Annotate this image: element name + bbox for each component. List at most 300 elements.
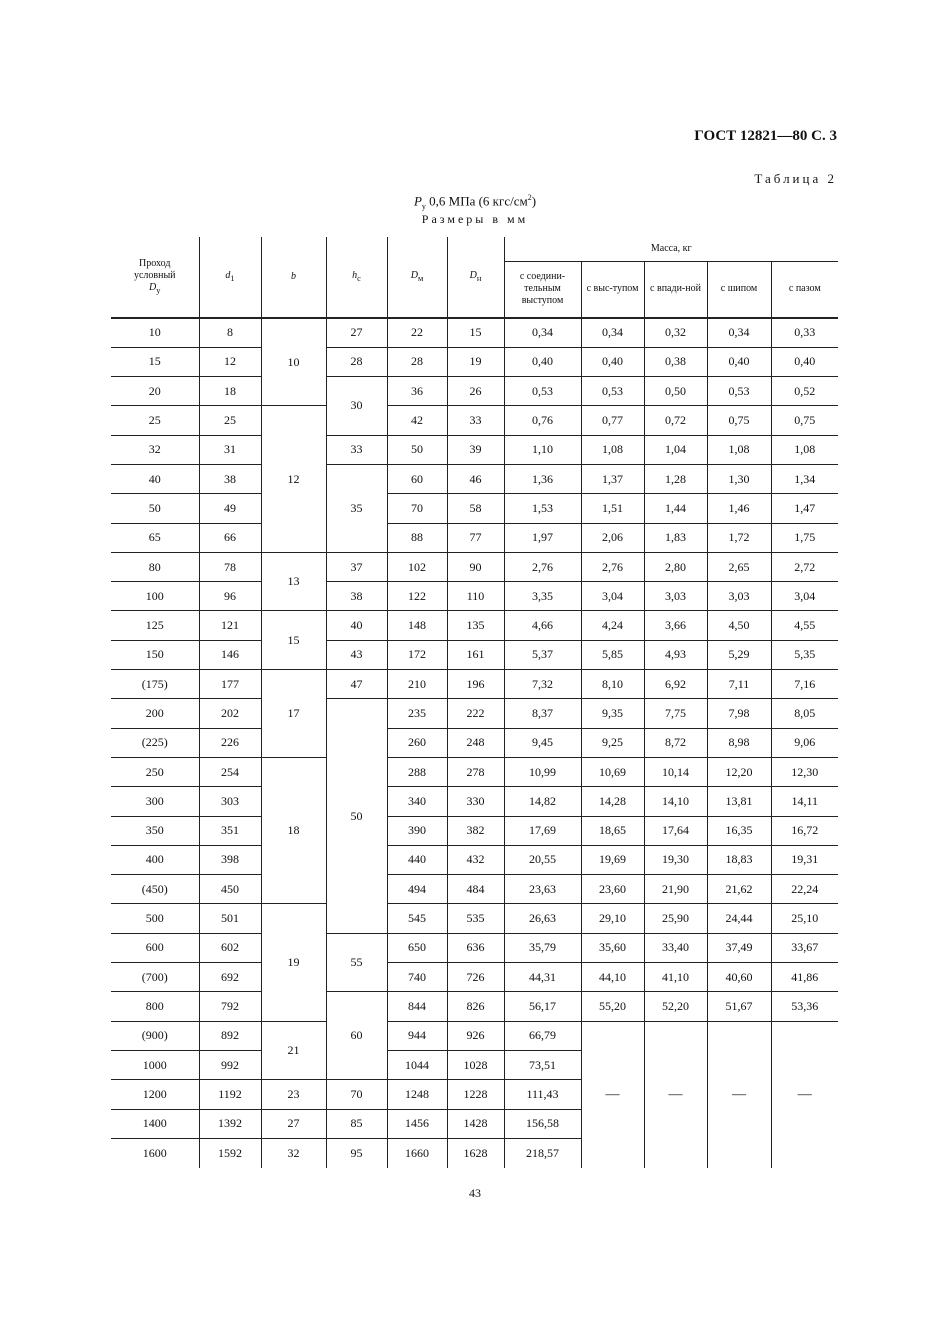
cell-dn-outer: 58 [447,494,504,523]
cell-dm: 235 [387,699,447,728]
cell-dm: 440 [387,845,447,874]
table-row [111,552,838,581]
cell-dn: (900) [111,1021,199,1050]
table-row [111,435,838,464]
cell-m5: 0,75 [771,406,838,435]
cell-dn-outer: 1228 [447,1080,504,1109]
cell-dn-outer: 432 [447,845,504,874]
cell-dm: 36 [387,377,447,406]
cell-m4: 1,46 [707,494,771,523]
cell-dn: 250 [111,757,199,786]
cell-dn: 40 [111,464,199,493]
table-body [111,318,838,1168]
cell-m4: 0,53 [707,377,771,406]
cell-h: 30 [326,377,387,436]
cell-d1: 96 [199,582,261,611]
cell-m3: 33,40 [644,933,707,962]
cell-dn: 1600 [111,1138,199,1167]
cell-m5: 3,04 [771,582,838,611]
cell-dn-outer: 77 [447,523,504,552]
cell-dn: 300 [111,787,199,816]
cell-dm: 740 [387,963,447,992]
cell-m5: 12,30 [771,757,838,786]
cell-dm: 288 [387,757,447,786]
cell-m3: 2,80 [644,552,707,581]
cell-m3: 17,64 [644,816,707,845]
cell-dm: 1248 [387,1080,447,1109]
cell-d1: 450 [199,875,261,904]
cell-m1: 0,40 [504,347,581,376]
cell-m3: 1,04 [644,435,707,464]
cell-dm: 148 [387,611,447,640]
table-row [111,1021,838,1050]
cell-m1: 4,66 [504,611,581,640]
pressure-symbol: P [413,193,422,209]
cell-m2: 1,08 [581,435,644,464]
cell-m3: 19,30 [644,845,707,874]
cell-m5: 0,40 [771,347,838,376]
cell-b: 21 [261,1021,326,1080]
cell-m4: 12,20 [707,757,771,786]
col-dn2-sym: D [469,269,477,281]
col-d1-sub: 1 [230,273,235,283]
cell-dn-outer: 46 [447,464,504,493]
table-row [111,494,838,523]
cell-m1: 111,43 [504,1080,581,1109]
cell-dm: 88 [387,523,447,552]
cell-h: 43 [326,640,387,669]
cell-d1: 25 [199,406,261,435]
cell-d1: 8 [199,318,261,347]
cell-m1: 156,58 [504,1109,581,1138]
cell-m1: 10,99 [504,757,581,786]
cell-m5: 8,05 [771,699,838,728]
cell-m2: 8,10 [581,670,644,699]
cell-m1: 0,34 [504,318,581,347]
table-row [111,640,838,669]
cell-dn: (175) [111,670,199,699]
cell-dm: 340 [387,787,447,816]
cell-m5: 2,72 [771,552,838,581]
table-row [111,728,838,757]
cell-m4: 1,72 [707,523,771,552]
cell-m2: 0,34 [581,318,644,347]
cell-h: 27 [326,318,387,347]
cell-m1: 14,82 [504,787,581,816]
col-header-b [261,237,326,318]
cell-dn: 800 [111,992,199,1021]
table-row [111,933,838,962]
col-header-m2: с выс-тупом [581,261,644,318]
cell-dm: 260 [387,728,447,757]
col-header-mass: Масса, кг [504,237,838,261]
cell-dn: 50 [111,494,199,523]
col-header-m3: с впади-ной [644,261,707,318]
cell-m2: 19,69 [581,845,644,874]
cell-dn-outer: 1428 [447,1109,504,1138]
cell-m2: 1,51 [581,494,644,523]
cell-dn-outer: 161 [447,640,504,669]
cell-m2: 2,06 [581,523,644,552]
cell-m5: 9,06 [771,728,838,757]
cell-m1: 73,51 [504,1050,581,1079]
cell-d1: 1392 [199,1109,261,1138]
cell-d1: 254 [199,757,261,786]
table-row [111,875,838,904]
cell-dm: 494 [387,875,447,904]
cell-m5: 19,31 [771,845,838,874]
cell-m3: 0,38 [644,347,707,376]
cell-m3: 14,10 [644,787,707,816]
cell-m4: 21,62 [707,875,771,904]
col-dm-sub: м [417,273,424,283]
cell-m4: 5,29 [707,640,771,669]
cell-m3: 1,44 [644,494,707,523]
cell-dn-outer: 135 [447,611,504,640]
cell-b: 18 [261,757,326,903]
col-dn-line1: Проход [139,257,171,269]
cell-dn: 1400 [111,1109,199,1138]
cell-m5: 22,24 [771,875,838,904]
cell-h: 28 [326,347,387,376]
cell-m3: 4,93 [644,640,707,669]
cell-m1: 20,55 [504,845,581,874]
col-dn-line2: условный [133,269,176,281]
table-row [111,963,838,992]
cell-dn-outer: 90 [447,552,504,581]
cell-dm: 210 [387,670,447,699]
cell-dm: 1660 [387,1138,447,1167]
cell-m2: 0,53 [581,377,644,406]
cell-dn-outer: 15 [447,318,504,347]
cell-dn-outer: 382 [447,816,504,845]
cell-d1: 38 [199,464,261,493]
cell-m4: 3,03 [707,582,771,611]
cell-b: 15 [261,611,326,670]
cell-h: 70 [326,1080,387,1109]
cell-dn-outer: 826 [447,992,504,1021]
cell-dn: 20 [111,377,199,406]
cell-d1: 66 [199,523,261,552]
cell-dn-outer: 1628 [447,1138,504,1167]
table-row [111,816,838,845]
cell-m1: 0,53 [504,377,581,406]
cell-m1: 1,53 [504,494,581,523]
cell-m2: 2,76 [581,552,644,581]
table-row [111,406,838,435]
table-row [111,904,838,933]
cell-m1: 35,79 [504,933,581,962]
cell-m4: 40,60 [707,963,771,992]
cell-m1: 0,76 [504,406,581,435]
cell-d1: 892 [199,1021,261,1050]
cell-dm: 844 [387,992,447,1021]
col-h-sym: h [352,269,358,281]
table-row [111,582,838,611]
cell-m4: 8,98 [707,728,771,757]
cell-m2: 0,40 [581,347,644,376]
cell-d1: 792 [199,992,261,1021]
cell-dn: 400 [111,845,199,874]
cell-m3: 41,10 [644,963,707,992]
cell-m5: 4,55 [771,611,838,640]
col-dn-sym: D [149,281,157,293]
pressure-suffix: ) [531,193,537,209]
cell-m1: 5,37 [504,640,581,669]
cell-dm: 42 [387,406,447,435]
cell-m1: 1,36 [504,464,581,493]
table-row [111,845,838,874]
cell-m1: 23,63 [504,875,581,904]
cell-m1: 44,31 [504,963,581,992]
cell-m3: 3,66 [644,611,707,640]
cell-m4: 1,08 [707,435,771,464]
cell-dn: 100 [111,582,199,611]
cell-m2-dash: — [581,1021,644,1167]
cell-m4-dash: — [707,1021,771,1167]
cell-m2: 5,85 [581,640,644,669]
cell-dn: 500 [111,904,199,933]
col-dn2-sub: н [476,273,482,283]
cell-dn: 10 [111,318,199,347]
table-row [111,670,838,699]
cell-m4: 51,67 [707,992,771,1021]
cell-d1: 31 [199,435,261,464]
table-row [111,787,838,816]
cell-d1: 177 [199,670,261,699]
col-header-d1 [199,237,261,318]
cell-m3-dash: — [644,1021,707,1167]
cell-dn: (225) [111,728,199,757]
cell-b: 19 [261,904,326,1021]
cell-h: 33 [326,435,387,464]
cell-dm: 28 [387,347,447,376]
cell-m2: 4,24 [581,611,644,640]
cell-m3: 3,03 [644,582,707,611]
cell-m4: 24,44 [707,904,771,933]
cell-m5: 33,67 [771,933,838,962]
cell-d1: 501 [199,904,261,933]
cell-m4: 13,81 [707,787,771,816]
table-row [111,992,838,1021]
cell-m1: 1,97 [504,523,581,552]
cell-dn: 32 [111,435,199,464]
col-header-m1: с соедини-тельным выступом [504,261,581,318]
cell-m5: 53,36 [771,992,838,1021]
cell-dm: 390 [387,816,447,845]
cell-m1: 7,32 [504,670,581,699]
cell-m3: 21,90 [644,875,707,904]
cell-m3: 25,90 [644,904,707,933]
table-label: Таблица 2 [754,171,837,186]
cell-m4: 0,75 [707,406,771,435]
cell-m3: 10,14 [644,757,707,786]
cell-m4: 4,50 [707,611,771,640]
cell-m3: 6,92 [644,670,707,699]
cell-dn-outer: 19 [447,347,504,376]
cell-d1: 992 [199,1050,261,1079]
cell-dn-outer: 222 [447,699,504,728]
table-row [111,699,838,728]
cell-m3: 7,75 [644,699,707,728]
cell-dm: 102 [387,552,447,581]
col-dm-sym: D [410,269,418,281]
table-row [111,347,838,376]
cell-m1: 2,76 [504,552,581,581]
cell-m4: 1,30 [707,464,771,493]
pressure-text: 0,6 МПа (6 кгс/см [425,193,528,209]
cell-dn-outer: 248 [447,728,504,757]
cell-m3: 1,83 [644,523,707,552]
cell-h: 95 [326,1138,387,1167]
cell-d1: 12 [199,347,261,376]
cell-m4: 7,98 [707,699,771,728]
cell-dn: 150 [111,640,199,669]
cell-m5: 1,75 [771,523,838,552]
cell-dm: 1456 [387,1109,447,1138]
cell-m5: 7,16 [771,670,838,699]
cell-dm: 944 [387,1021,447,1050]
cell-b: 32 [261,1138,326,1167]
cell-m5: 41,86 [771,963,838,992]
cell-d1: 303 [199,787,261,816]
cell-m2: 10,69 [581,757,644,786]
cell-dm: 172 [387,640,447,669]
cell-m2: 9,25 [581,728,644,757]
cell-h: 85 [326,1109,387,1138]
cell-dn-outer: 278 [447,757,504,786]
cell-m4: 0,34 [707,318,771,347]
cell-m2: 3,04 [581,582,644,611]
cell-m2: 44,10 [581,963,644,992]
cell-dm: 545 [387,904,447,933]
cell-b: 13 [261,552,326,611]
cell-dn-outer: 484 [447,875,504,904]
cell-h: 50 [326,699,387,933]
cell-d1: 78 [199,552,261,581]
cell-m1: 1,10 [504,435,581,464]
cell-m3: 0,72 [644,406,707,435]
table-row [111,757,838,786]
page-number: 43 [469,1186,481,1200]
cell-d1: 692 [199,963,261,992]
cell-m2: 18,65 [581,816,644,845]
cell-dn-outer: 535 [447,904,504,933]
table-row [111,523,838,552]
cell-d1: 226 [199,728,261,757]
cell-dn-outer: 26 [447,377,504,406]
cell-dn: 65 [111,523,199,552]
cell-d1: 18 [199,377,261,406]
cell-dn: 600 [111,933,199,962]
cell-dm: 1044 [387,1050,447,1079]
cell-d1: 1192 [199,1080,261,1109]
cell-b: 27 [261,1109,326,1138]
cell-dm: 122 [387,582,447,611]
cell-h: 37 [326,552,387,581]
col-header-dm [387,237,447,318]
cell-dm: 70 [387,494,447,523]
cell-dm: 650 [387,933,447,962]
cell-dn-outer: 1028 [447,1050,504,1079]
cell-m5: 0,52 [771,377,838,406]
cell-d1: 1592 [199,1138,261,1167]
cell-m1: 9,45 [504,728,581,757]
cell-dm: 22 [387,318,447,347]
cell-d1: 121 [199,611,261,640]
pressure-sub: y [421,201,426,211]
dimensions-table [111,237,838,1168]
cell-m1: 8,37 [504,699,581,728]
cell-m1: 56,17 [504,992,581,1021]
col-dn-sub: y [156,285,161,295]
cell-d1: 398 [199,845,261,874]
cell-d1: 602 [199,933,261,962]
col-b-sym: b [291,271,296,282]
cell-b: 10 [261,318,326,406]
cell-b: 12 [261,406,326,552]
cell-b: 17 [261,670,326,758]
cell-dn-outer: 330 [447,787,504,816]
cell-m2: 29,10 [581,904,644,933]
cell-m2: 14,28 [581,787,644,816]
cell-m3: 8,72 [644,728,707,757]
cell-dn-outer: 196 [447,670,504,699]
cell-m1: 17,69 [504,816,581,845]
cell-dn-outer: 726 [447,963,504,992]
cell-dn: 125 [111,611,199,640]
col-d1-sym: d [225,269,231,281]
cell-d1: 146 [199,640,261,669]
col-header-m4: с шипом [707,261,771,318]
table-row [111,318,838,347]
cell-dn: (700) [111,963,199,992]
cell-m5: 1,47 [771,494,838,523]
cell-dn: (450) [111,875,199,904]
cell-m4: 2,65 [707,552,771,581]
cell-m2: 9,35 [581,699,644,728]
cell-h: 40 [326,611,387,640]
cell-m2: 23,60 [581,875,644,904]
cell-h: 35 [326,464,387,552]
cell-dn-outer: 33 [447,406,504,435]
cell-dm: 50 [387,435,447,464]
cell-d1: 202 [199,699,261,728]
cell-dn: 80 [111,552,199,581]
cell-m2: 0,77 [581,406,644,435]
cell-h: 47 [326,670,387,699]
cell-m3: 52,20 [644,992,707,1021]
col-header-h [326,237,387,318]
cell-m5: 16,72 [771,816,838,845]
cell-b: 23 [261,1080,326,1109]
cell-m1: 218,57 [504,1138,581,1167]
cell-m1: 26,63 [504,904,581,933]
cell-dn-outer: 110 [447,582,504,611]
cell-h: 55 [326,933,387,992]
cell-dn: 1000 [111,1050,199,1079]
cell-dm: 60 [387,464,447,493]
table-row [111,464,838,493]
cell-m5: 0,33 [771,318,838,347]
cell-m5: 5,35 [771,640,838,669]
cell-m4: 0,40 [707,347,771,376]
cell-m3: 1,28 [644,464,707,493]
cell-dn: 1200 [111,1080,199,1109]
table-row [111,377,838,406]
cell-d1: 49 [199,494,261,523]
col-header-dn [111,237,199,318]
